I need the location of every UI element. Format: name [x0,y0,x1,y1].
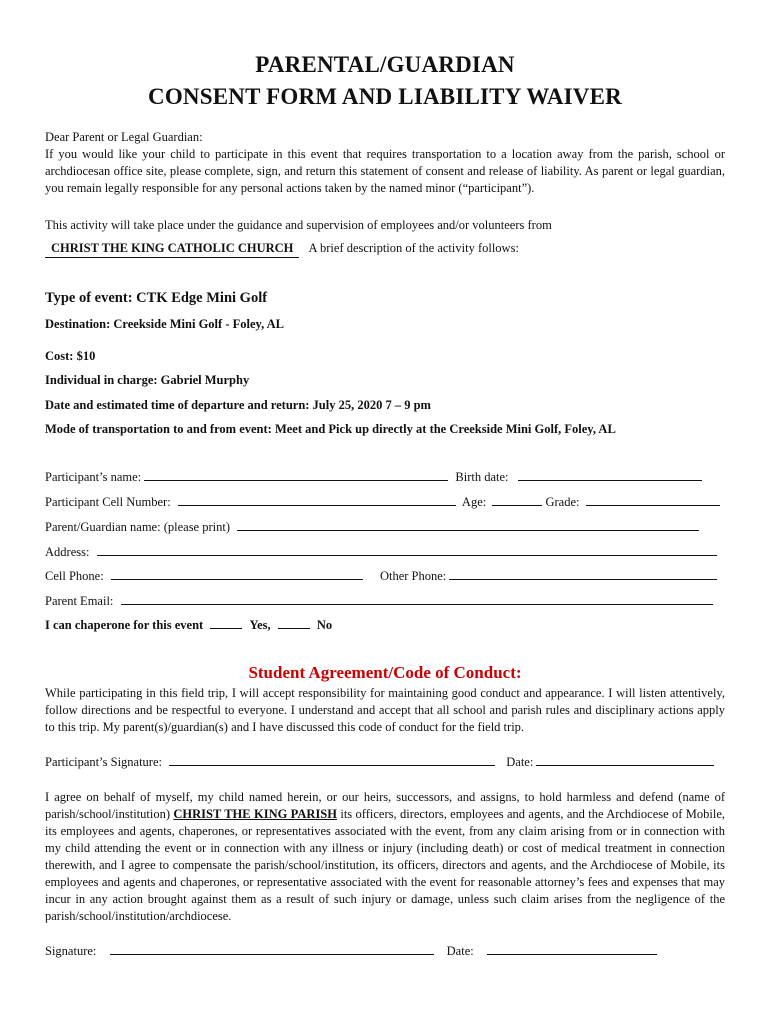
form-title-line1: PARENTAL/GUARDIAN [255,52,515,77]
guardian-date-label: Date: [446,944,474,958]
age-label: Age: [461,495,487,509]
guardian-name-label: Parent/Guardian name: (please print) [45,520,230,534]
intro-paragraph: If you would like your child to participate in this event that requires transportation to a location away from the parish, school or archdiocesan office site, please complete, sign, and return this statement of consent and release of liability. As parent or legal guardian, you remain legally responsible for any personal actions taken by the named minor (“participant”). [45,147,725,195]
chaperone-no-field[interactable] [278,616,310,629]
participant-name-row [45,468,702,486]
cell-number-field[interactable] [178,493,456,506]
conduct-paragraph: While participating in this field trip, I will accept responsibility for maintaining good conduct and appearance. I will listen attentively, follow directions and be respectful to everyone. I understand and accept that all school and parish rules and disciplinary actions apply to this trip. My parent(s)/guardian(s) and I have discussed this code of conduct for the field trip. [45,686,725,734]
guardian-signature-field[interactable] [110,942,434,955]
chaperone-yes-label: Yes, [249,618,271,632]
guardian-name-field[interactable] [237,518,699,531]
conduct-heading: Student Agreement/Code of Conduct: [248,663,522,682]
guardian-name-row [45,518,699,536]
supervision-text: This activity will take place under the guidance and supervision of employees and/or volunteers from [45,218,552,232]
grade-field[interactable] [586,493,720,506]
event-cost: Cost: $10 [45,349,96,363]
participant-date-label: Date: [506,755,534,769]
participant-signature-field[interactable] [169,753,495,766]
parent-email-field[interactable] [121,592,713,605]
event-transport: Mode of transportation to and from event: Meet and Pick up directly at the Creekside Mini Golf, Foley, AL [45,422,616,436]
release-paragraph [45,789,725,925]
guardian-signature-label: Signature: [45,944,97,958]
chaperone-label: I can chaperone for this event [45,618,204,632]
event-type: Type of event: CTK Edge Mini Golf [45,290,268,306]
participant-date-field[interactable] [536,753,714,766]
participant-signature-row [45,753,714,771]
birth-date-label: Birth date: [455,470,509,484]
participant-name-field[interactable] [144,468,448,481]
organization-name: CHRIST THE KING CATHOLIC CHURCH [45,240,299,258]
cell-number-label: Participant Cell Number: [45,495,171,509]
other-phone-label: Other Phone: [379,569,447,583]
cell-phone-label: Cell Phone: [45,569,104,583]
event-in-charge: Individual in charge: Gabriel Murphy [45,373,250,387]
release-parish-name: CHRIST THE KING PARISH [173,807,337,821]
chaperone-row [45,616,332,634]
description-lead: A brief description of the activity follows: [308,241,519,255]
age-field[interactable] [492,493,542,506]
release-text-part2: its officers, directors, employees and agents, and the Archdiocese of Mobile, its employees and agents, chaperones, or representatives associated with the event, from any claim arising from or in connection with my child attending the event or in connection with any illness or injury (including death) or cost of medical treatment in connection therewith, and I agree to compensate the parish/school/institution, its officers, directors and agents, and the Archdiocese of Mobile, its employees and agents and chaperones, or representative associated with the event for reasonable attorney’s fees and expenses that may incur in any action brought against them as a result of such injury or damage, unless such claim arises from the negligence of the parish/school/institution/archdiocese. [45,807,726,923]
phone-row [45,567,717,585]
release-text-part1: I agree on behalf of myself, my child named herein, or our heirs, successors, and assigns, to hold harmless and defend (name of parish/school/institution) [45,790,725,821]
address-label: Address: [45,545,90,559]
organization-line [45,240,519,258]
cell-phone-field[interactable] [111,567,363,580]
participant-signature-label: Participant’s Signature: [45,755,162,769]
other-phone-field[interactable] [449,567,717,580]
guardian-signature-row [45,942,657,960]
chaperone-no-label: No [316,618,333,632]
birth-date-field[interactable] [518,468,702,481]
form-title-line2: CONSENT FORM AND LIABILITY WAIVER [148,84,622,109]
participant-name-label: Participant’s name: [45,470,142,484]
salutation: Dear Parent or Legal Guardian: [45,130,203,144]
event-date-time: Date and estimated time of departure and return: July 25, 2020 7 – 9 pm [45,398,431,412]
event-destination: Destination: Creekside Mini Golf - Foley, AL [45,317,284,331]
chaperone-yes-field[interactable] [210,616,242,629]
guardian-date-field[interactable] [487,942,657,955]
address-field[interactable] [97,543,717,556]
address-row [45,543,717,561]
parent-email-row [45,592,713,610]
cell-number-row [45,493,720,511]
parent-email-label: Parent Email: [45,594,114,608]
grade-label: Grade: [545,495,580,509]
